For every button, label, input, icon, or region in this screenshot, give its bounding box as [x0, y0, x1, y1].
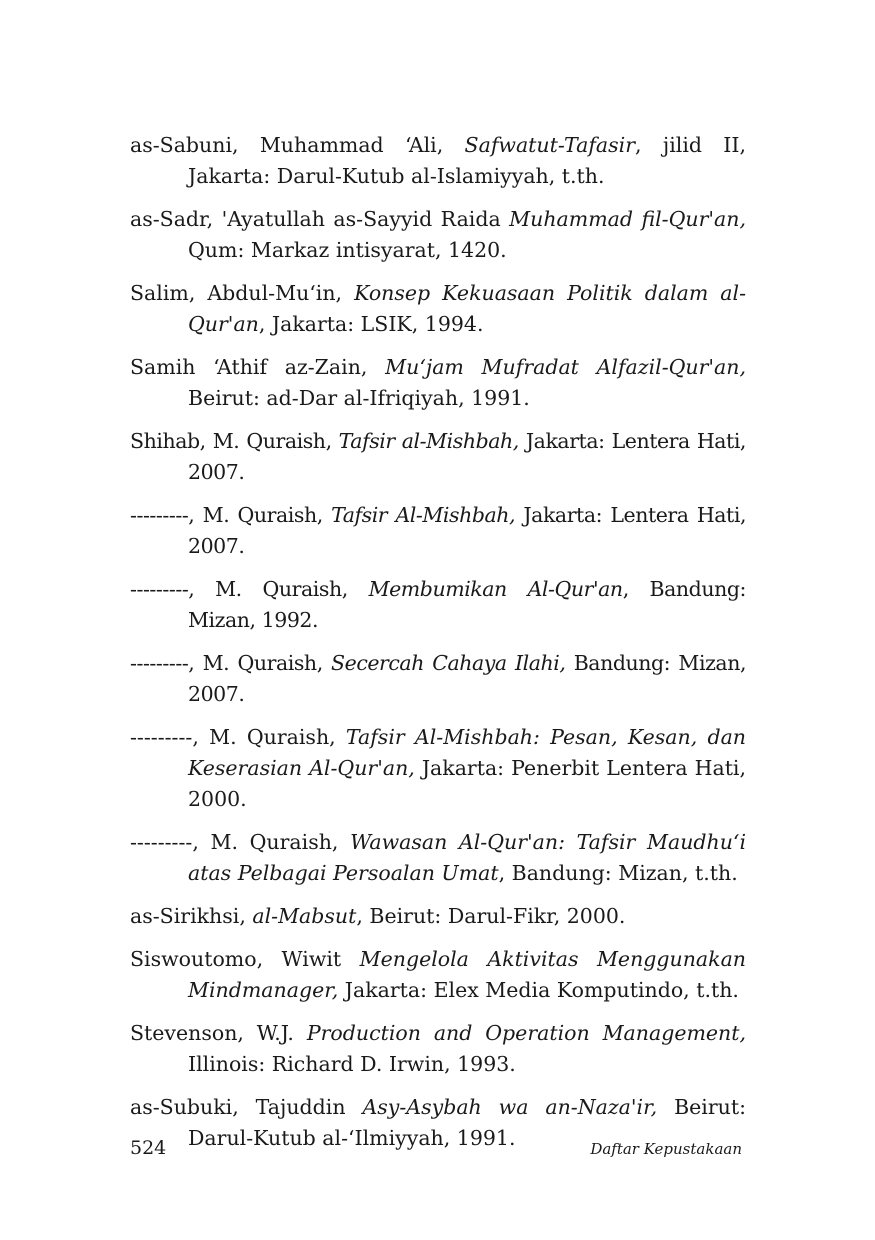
reference-publisher: Illinois: Richard D. Irwin, 1993. — [188, 1052, 516, 1076]
reference-entry — [130, 944, 746, 1006]
reference-title: Membumikan Al-Qur'an — [368, 577, 623, 601]
reference-title: Konsep Kekuasaan Politik dalam al-Qur'an — [188, 281, 746, 336]
reference-publisher: Qum: Markaz intisyarat, 1420. — [188, 238, 507, 262]
reference-publisher: , Bandung: Mizan, t.th. — [498, 861, 738, 885]
reference-title: Wawasan Al-Qur'an: Tafsir Maudhu‘i atas Pelbagai Persoalan Umat — [188, 830, 746, 885]
reference-title: Tafsir Al-Mishbah, — [331, 503, 516, 527]
reference-publisher: Beirut: Darul-Kutub al-‘Ilmiyyah, 1991. — [188, 1095, 746, 1150]
reference-title: Secercah Cahaya Ilahi, — [331, 651, 566, 675]
reference-title: Tafsir al-Mishbah, — [338, 429, 519, 453]
reference-author: Stevenson, W.J. — [130, 1021, 307, 1045]
reference-author: Shihab, M. Quraish, — [130, 429, 339, 453]
reference-publisher: , jilid II, Jakarta: Darul-Kutub al-Islamiyyah, t.th. — [188, 133, 746, 188]
reference-title: Tafsir Al-Mishbah: Pesan, Kesan, dan Keserasian Al-Qur'an, — [188, 725, 746, 780]
reference-entry — [130, 352, 746, 414]
reference-publisher: Jakarta: Penerbit Lentera Hati, 2000. — [188, 756, 747, 811]
reference-publisher: , Bandung: Mizan, 1992. — [188, 577, 746, 632]
bibliography-list — [130, 130, 746, 1166]
reference-publisher: Jakarta: Elex Media Komputindo, t.th. — [338, 978, 739, 1002]
reference-author: as-Subuki, Tajuddin — [130, 1095, 363, 1119]
reference-author: as-Sirikhsi, — [130, 904, 253, 928]
reference-entry — [130, 901, 746, 932]
reference-author: ---------, M. Quraish, — [130, 651, 332, 675]
reference-title: Production and Operation Management, — [306, 1021, 746, 1045]
reference-publisher: Bandung: Mizan, 2007. — [188, 651, 747, 706]
reference-author: ---------, M. Quraish, — [130, 830, 351, 854]
reference-title: Mengelola Aktivitas Menggunakan Mindmanager, — [188, 947, 746, 1002]
reference-entry — [130, 500, 746, 562]
reference-entry — [130, 204, 746, 266]
reference-title: Asy-Asybah wa an-Naza'ir, — [362, 1095, 658, 1119]
running-title: Daftar Kepustakaan — [590, 1140, 742, 1158]
reference-title: al-Mabsut — [252, 904, 357, 928]
reference-author: ---------, M. Quraish, — [130, 577, 369, 601]
reference-publisher: Jakarta: Lentera Hati, 2007. — [188, 429, 746, 484]
reference-entry — [130, 130, 746, 192]
page-number: 524 — [130, 1137, 167, 1159]
reference-author: ---------, M. Quraish, — [130, 503, 332, 527]
reference-publisher: Jakarta: Lentera Hati, 2007. — [188, 503, 747, 558]
reference-author: Siswoutomo, Wiwit — [130, 947, 360, 971]
reference-author: as-Sabuni, Muhammad ‘Ali, — [130, 133, 465, 157]
reference-entry — [130, 574, 746, 636]
reference-author: as-Sadr, 'Ayatullah as-Sayyid Raida — [130, 207, 510, 231]
reference-entry — [130, 722, 746, 815]
reference-author: Salim, Abdul-Mu‘in, — [130, 281, 355, 305]
reference-title: Safwatut-Tafasir — [464, 133, 636, 157]
reference-publisher: Beirut: ad-Dar al-Ifriqiyah, 1991. — [188, 386, 530, 410]
reference-author: ---------, M. Quraish, — [130, 725, 346, 749]
reference-entry — [130, 1018, 746, 1080]
reference-title: Mu‘jam Mufradat Alfazil-Qur'an, — [385, 355, 747, 379]
reference-publisher: , Beirut: Darul-Fikr, 2000. — [356, 904, 626, 928]
reference-entry — [130, 827, 746, 889]
reference-entry — [130, 426, 746, 488]
reference-title: Muhammad fil-Qur'an, — [509, 207, 746, 231]
reference-entry — [130, 278, 746, 340]
reference-publisher: , Jakarta: LSIK, 1994. — [258, 312, 484, 336]
reference-author: Samih ‘Athif az-Zain, — [130, 355, 386, 379]
reference-entry — [130, 648, 746, 710]
